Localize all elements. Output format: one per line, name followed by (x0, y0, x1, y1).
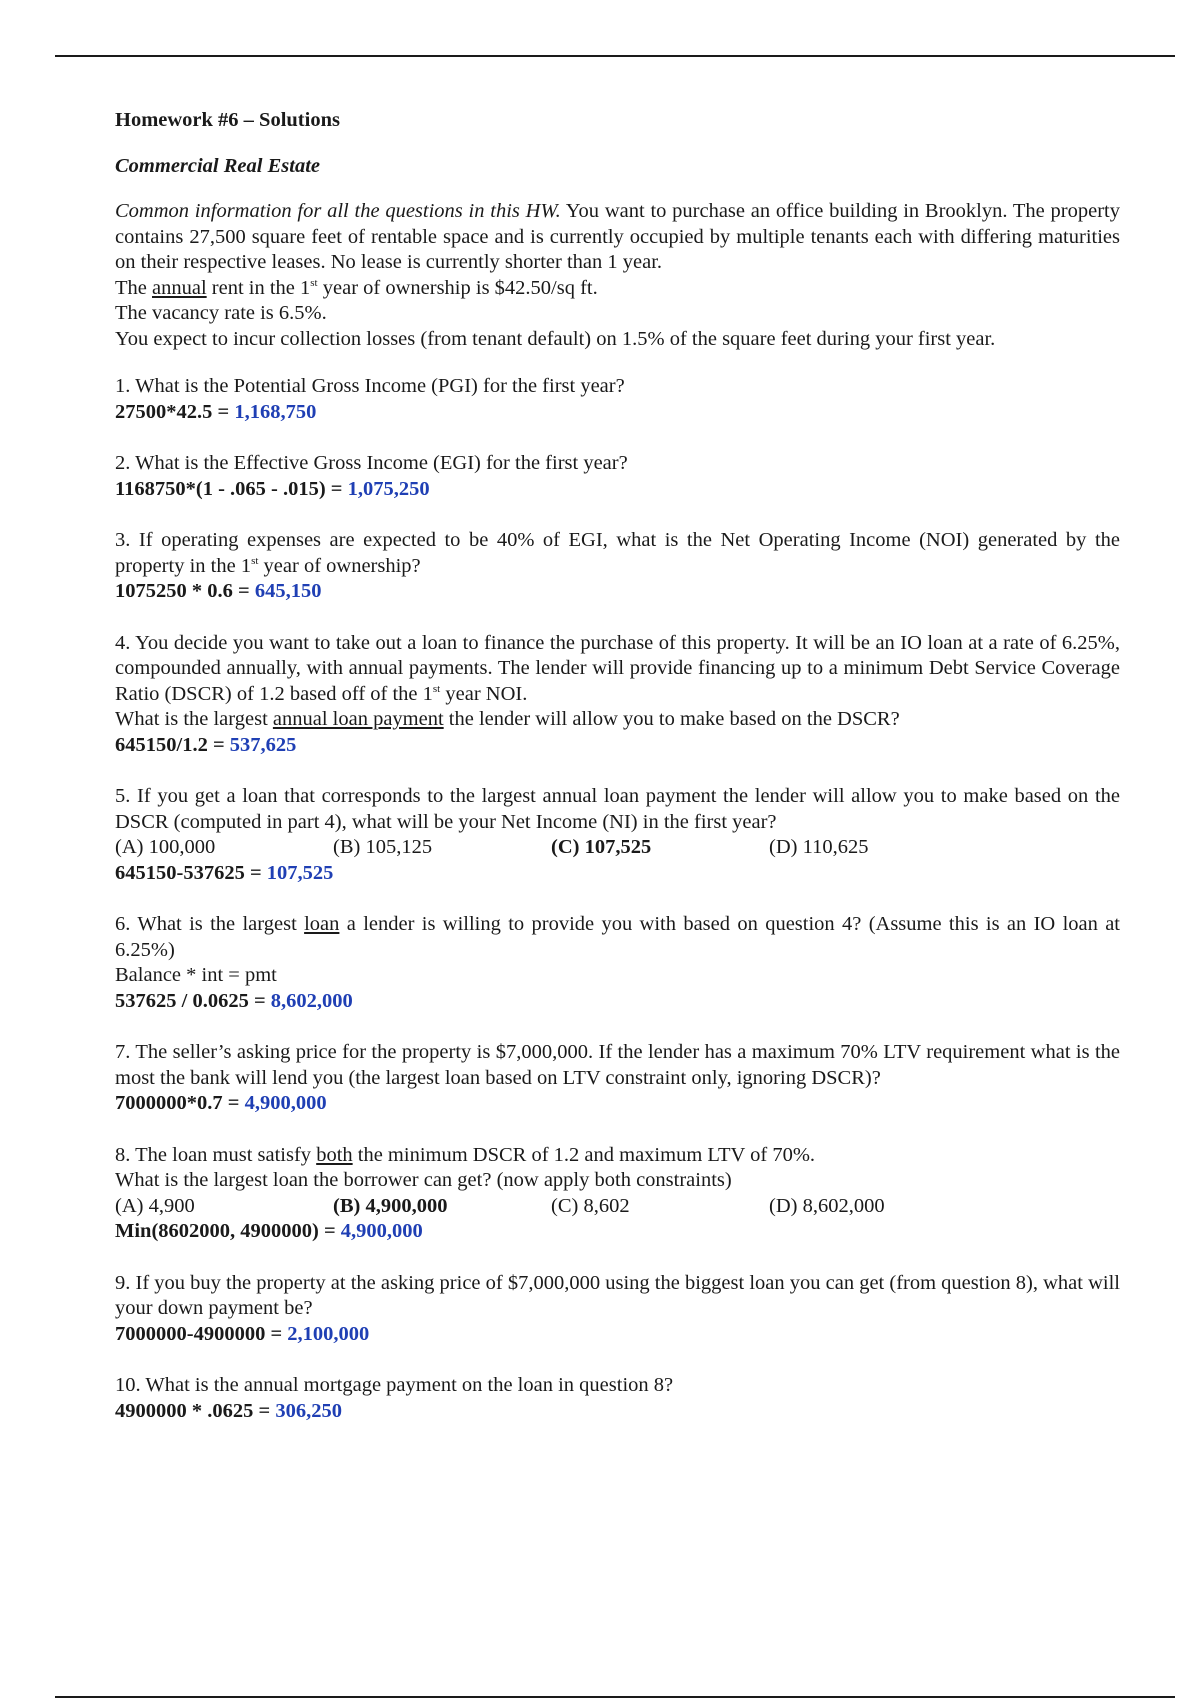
answer-calc: 537625 / 0.0625 = (115, 989, 271, 1012)
answer-result: 107,525 (266, 861, 334, 884)
rent-underline: annual (152, 276, 207, 299)
answer-calc: 645150/1.2 = (115, 733, 230, 756)
question-5 (115, 784, 1120, 886)
answer-calc: Min(8602000, 4900000) = (115, 1220, 341, 1242)
answer-calc: 1168750*(1 - .065 - .015) = (115, 477, 348, 500)
choice-d: (D) 110,625 (769, 836, 869, 858)
rent-post: year of ownership is $42.50/sq ft. (317, 276, 598, 299)
question-text-post: a lender is willing to provide you with based on question 4? (Assume this is an IO loan at 6.25%) (115, 913, 1121, 961)
question-line-2 (115, 707, 1120, 733)
line2-pre: What is the largest (115, 708, 273, 730)
answer-calc: 645150-537625 = (115, 861, 267, 884)
answer-line (115, 579, 1120, 605)
choice-a: (A) 4,900 (115, 1194, 195, 1217)
answer-result: 645,150 (254, 580, 322, 602)
answer-result: 1,075,250 (347, 477, 430, 500)
answer-line (115, 1219, 1120, 1245)
question-text: 2. What is the Effective Gross Income (EGI) for the first year? (115, 452, 628, 474)
question-sup: st (251, 554, 259, 567)
question-text: 9. If you buy the property at the asking price of $7,000,000 using the biggest loan you can get (from question 8), what will your down payment be? (115, 1271, 1120, 1319)
question-text (115, 1143, 1120, 1169)
question-6 (115, 912, 1120, 1014)
choice-b: (B) 105,125 (333, 836, 433, 858)
answer-result: 8,602,000 (270, 989, 353, 1012)
question-text (115, 912, 1120, 963)
question-text: 5. If you get a loan that corresponds to the largest annual loan payment the lender will allow you to make based on the DSCR (computed in part 4), what will be your Net Income (NI) in the first year? (115, 785, 1120, 833)
question-text-pre: 6. What is the largest (115, 913, 305, 935)
question-8 (115, 1143, 1120, 1245)
choice-a: (A) 100,000 (115, 836, 216, 858)
answer-calc: 4900000 * .0625 = (115, 1399, 276, 1422)
rent-pre: The (115, 276, 152, 299)
question-text (115, 528, 1120, 579)
question-10 (115, 1373, 1120, 1424)
question-text: 7. The seller’s asking price for the property is $7,000,000. If the lender has a maximum 70% LTV requirement what is the most the bank will lend you (the largest loan based on LTV constraint only, ignoring DSCR)? (115, 1041, 1120, 1089)
rent-mid: rent in the 1 (206, 276, 311, 299)
answer-line (115, 733, 1120, 759)
choice-list (115, 835, 1120, 861)
document-page (115, 108, 1120, 1450)
answer-line (115, 1091, 1120, 1117)
answer-calc: 1075250 * 0.6 = (115, 580, 255, 602)
answer-line (115, 1322, 1120, 1348)
question-4 (115, 631, 1120, 759)
question-7 (115, 1040, 1120, 1117)
answer-result: 4,900,000 (244, 1092, 327, 1114)
answer-line (115, 400, 1120, 426)
question-2 (115, 451, 1120, 502)
question-underline: both (316, 1143, 353, 1166)
answer-line (115, 1399, 1120, 1425)
intro-paragraph (115, 199, 1120, 276)
choice-c-correct: (C) 107,525 (551, 836, 652, 858)
answer-result: 537,625 (229, 733, 297, 756)
bottom-rule (55, 1696, 1175, 1698)
answer-result: 4,900,000 (340, 1220, 423, 1242)
question-text-a: 4. You decide you want to take out a loan to finance the purchase of this property. It will be an IO loan at a rate of 6.25%, compounded annually, with annual payments. The lender will provide financing up to a minimum Debt Service Coverage Ratio (DSCR) of 1.2 based off of the 1 (115, 631, 1120, 705)
answer-line (115, 861, 1120, 887)
line2-post: the lender will allow you to make based on the DSCR? (443, 708, 900, 730)
question-line-2: What is the largest loan the borrower can get? (now apply both constraints) (115, 1169, 732, 1191)
intro-text: You want to purchase an office building in Brooklyn. The property contains 27,500 square feet of rentable space and is currently occupied by multiple tenants each with differing maturities on their respective leases. No lease is currently shorter than 1 year. (115, 200, 1120, 273)
question-3 (115, 528, 1120, 605)
choice-list (115, 1194, 1120, 1220)
question-text: 1. What is the Potential Gross Income (PGI) for the first year? (115, 375, 625, 397)
answer-line (115, 477, 1120, 503)
intro-lead: Common information for all the questions in this HW. (115, 200, 561, 222)
question-text (115, 631, 1120, 708)
rent-sup: st (310, 276, 318, 289)
formula-line: Balance * int = pmt (115, 964, 277, 986)
top-rule (55, 55, 1175, 57)
answer-result: 306,250 (275, 1399, 342, 1422)
question-1 (115, 374, 1120, 425)
intro-rent (115, 276, 1120, 302)
question-text-a: 3. If operating expenses are expected to be 40% of EGI, what is the Net Operating Income (NOI) generated by the property in the 1 (115, 529, 1120, 577)
intro-losses: You expect to incur collection losses (from tenant default) on 1.5% of the square feet during your first year. (115, 327, 996, 350)
question-underline: loan (304, 913, 340, 935)
question-text-post: the minimum DSCR of 1.2 and maximum LTV of 70%. (352, 1143, 816, 1166)
answer-result: 1,168,750 (234, 400, 317, 423)
line2-underline: annual loan payment (272, 708, 444, 730)
choice-b-correct: (B) 4,900,000 (333, 1194, 448, 1217)
question-9 (115, 1271, 1120, 1348)
intro-section (115, 199, 1120, 352)
page-subtitle: Commercial Real Estate (115, 154, 320, 177)
question-text-b: year of ownership? (258, 554, 421, 577)
answer-result: 2,100,000 (287, 1322, 370, 1345)
question-text-pre: 8. The loan must satisfy (115, 1143, 317, 1166)
answer-calc: 27500*42.5 = (115, 400, 235, 423)
question-text: 10. What is the annual mortgage payment on the loan in question 8? (115, 1374, 674, 1396)
answer-calc: 7000000*0.7 = (115, 1092, 245, 1114)
page-title: Homework #6 – Solutions (115, 109, 340, 131)
choice-c: (C) 8,602 (551, 1194, 630, 1217)
answer-line (115, 989, 1120, 1015)
question-text-b: year NOI. (440, 682, 528, 705)
intro-vacancy: The vacancy rate is 6.5%. (115, 302, 327, 324)
question-sup: st (432, 682, 441, 695)
answer-calc: 7000000-4900000 = (115, 1322, 288, 1345)
choice-d: (D) 8,602,000 (769, 1194, 885, 1217)
